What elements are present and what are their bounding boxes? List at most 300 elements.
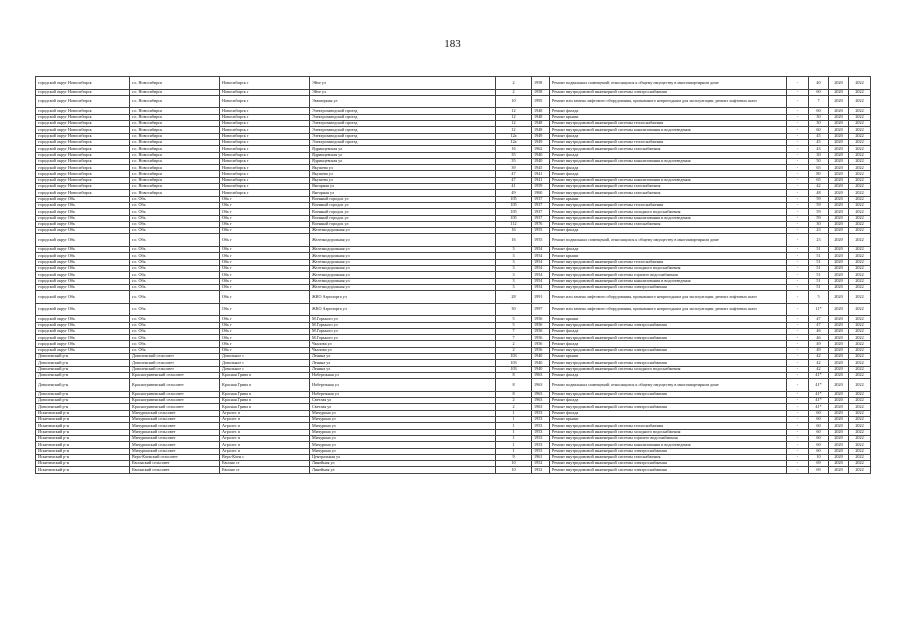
build-year-cell: 1952 [532, 467, 550, 473]
build-year-cell: 1958 [532, 89, 550, 95]
settlement-cell: Красногривенский сельсовет [130, 379, 220, 392]
end-year-cell: 2022 [849, 442, 871, 448]
volume-cell: 51 [809, 265, 829, 271]
volume-cell: 59 [809, 215, 829, 221]
volume-cell: 7 [809, 95, 829, 108]
volume-cell: 10 [809, 454, 829, 460]
start-year-cell: 2020 [829, 410, 849, 416]
end-year-cell: 2022 [849, 158, 871, 164]
dash-cell-cell: - [787, 127, 809, 133]
end-year-cell: 2022 [849, 114, 871, 120]
dash-cell-cell: - [787, 253, 809, 259]
municipal-district-cell: городской округ Обь [36, 341, 130, 347]
build-year-cell: 1991 [532, 291, 550, 304]
settlement-cell: г.о. Обь [130, 209, 220, 215]
start-year-cell: 2020 [829, 259, 849, 265]
work-type-cell: Ремонт внутридомовой инженерной системы электроснабжения [550, 448, 787, 454]
house-number-cell: 103 [496, 360, 532, 366]
volume-cell: 47 [809, 322, 829, 328]
build-year-cell: 1954 [532, 272, 550, 278]
municipal-district-cell: городской округ Обь [36, 209, 130, 215]
dash-cell-cell: - [787, 423, 809, 429]
dash-cell-cell: - [787, 215, 809, 221]
street-cell: Военный городок ул [310, 215, 496, 221]
build-year-cell: 1958 [532, 77, 550, 90]
locality-cell: Верх-Коен с [220, 454, 310, 460]
dash-cell-cell: - [787, 108, 809, 114]
build-year-cell: 1961 [532, 454, 550, 460]
municipal-district-cell: Доволенский р-н [36, 404, 130, 410]
locality-cell: Обь г [220, 259, 310, 265]
settlement-cell: г.о. Обь [130, 272, 220, 278]
end-year-cell: 2022 [849, 341, 871, 347]
house-number-cell: 47 [496, 177, 532, 183]
settlement-cell: г.о. Новосибирск [130, 190, 220, 196]
house-number-cell: 2 [496, 398, 532, 404]
municipal-district-cell: городской округ Обь [36, 228, 130, 234]
end-year-cell: 2022 [849, 316, 871, 322]
settlement-cell: Доволенский сельсовет [130, 366, 220, 372]
municipal-district-cell: городской округ Обь [36, 221, 130, 227]
house-number-cell: 12 [496, 108, 532, 114]
house-number-cell: 1 [496, 435, 532, 441]
end-year-cell: 2022 [849, 284, 871, 290]
street-cell: Железнодорожная ул [310, 253, 496, 259]
start-year-cell: 2020 [829, 247, 849, 253]
house-number-cell: 1 [496, 429, 532, 435]
street-cell: Железнодорожная ул [310, 265, 496, 271]
municipal-district-cell: Искитимский р-н [36, 435, 130, 441]
street-cell: Мичурина ул [310, 423, 496, 429]
volume-cell: 30 [809, 114, 829, 120]
volume-cell: 40 [809, 77, 829, 90]
street-cell: Электрозаводской проезд [310, 133, 496, 139]
start-year-cell: 2020 [829, 177, 849, 183]
locality-cell: Евсино ст [220, 467, 310, 473]
dash-cell-cell: - [787, 448, 809, 454]
work-type-cell: Ремонт крыши [550, 316, 787, 322]
dash-cell-cell: - [787, 114, 809, 120]
municipal-district-cell: городской округ Обь [36, 215, 130, 221]
volume-cell: 48 [809, 190, 829, 196]
dash-cell-cell: - [787, 202, 809, 208]
end-year-cell: 2022 [849, 95, 871, 108]
start-year-cell: 2020 [829, 461, 849, 467]
house-number-cell: 2 [496, 89, 532, 95]
locality-cell: Обь г [220, 265, 310, 271]
work-type-cell: Ремонт внутридомовой инженерной системы электроснабжения [550, 391, 787, 397]
municipal-district-cell: городской округ Обь [36, 272, 130, 278]
end-year-cell: 2022 [849, 139, 871, 145]
volume-cell: 59 [809, 196, 829, 202]
dash-cell-cell: - [787, 391, 809, 397]
work-type-cell: Ремонт фасада [550, 247, 787, 253]
dash-cell-cell: - [787, 341, 809, 347]
house-number-cell: 105 [496, 196, 532, 202]
volume-cell: 41* [809, 372, 829, 378]
work-type-cell: Ремонт внутридомовой инженерной системы горячего водоснабжения [550, 435, 787, 441]
repair-program-table [35, 76, 871, 474]
settlement-cell: Мичуринский сельсовет [130, 423, 220, 429]
work-type-cell: Ремонт внутридомовой инженерной системы электроснабжения [550, 360, 787, 366]
work-type-cell: Ремонт внутридомовой инженерной системы электроснабжения [550, 89, 787, 95]
street-cell: Светлая ул [310, 404, 496, 410]
end-year-cell: 2022 [849, 209, 871, 215]
locality-cell: Обь г [220, 278, 310, 284]
locality-cell: Обь г [220, 291, 310, 304]
end-year-cell: 2022 [849, 423, 871, 429]
locality-cell: Агролес п [220, 410, 310, 416]
table-row [36, 379, 871, 392]
work-type-cell: Ремонт внутридомовой инженерной системы газоснабжения [550, 221, 787, 227]
street-cell: Набережная ул [310, 391, 496, 397]
work-type-cell: Ремонт внутридомовой инженерной системы газоснабжения [550, 146, 787, 152]
start-year-cell: 2020 [829, 209, 849, 215]
dash-cell-cell: - [787, 196, 809, 202]
dash-cell-cell: - [787, 221, 809, 227]
dash-cell-cell: - [787, 234, 809, 247]
start-year-cell: 2020 [829, 429, 849, 435]
house-number-cell: 103 [496, 354, 532, 360]
locality-cell: Красная Грива п [220, 379, 310, 392]
start-year-cell: 2020 [829, 95, 849, 108]
start-year-cell: 2020 [829, 284, 849, 290]
end-year-cell: 2022 [849, 196, 871, 202]
street-cell: Якушева ул [310, 171, 496, 177]
municipal-district-cell: городской округ Обь [36, 316, 130, 322]
end-year-cell: 2022 [849, 152, 871, 158]
locality-cell: Новосибирск г [220, 114, 310, 120]
locality-cell: Новосибирск г [220, 108, 310, 114]
settlement-cell: г.о. Новосибирск [130, 184, 220, 190]
street-cell: Военный городок ул [310, 196, 496, 202]
locality-cell: Агролес п [220, 429, 310, 435]
build-year-cell: 1953 [532, 410, 550, 416]
municipal-district-cell: городской округ Обь [36, 335, 130, 341]
start-year-cell: 2020 [829, 379, 849, 392]
dash-cell-cell: - [787, 259, 809, 265]
volume-cell: 49 [809, 341, 829, 347]
municipal-district-cell: городской округ Новосибирск [36, 95, 130, 108]
build-year-cell: 1954 [532, 278, 550, 284]
municipal-district-cell: городской округ Новосибирск [36, 127, 130, 133]
volume-cell: 30 [809, 221, 829, 227]
volume-cell: 65 [809, 177, 829, 183]
work-type-cell: Ремонт внутридомовой инженерной системы газоснабжения [550, 454, 787, 460]
house-number-cell: 1 [496, 417, 532, 423]
build-year-cell: 1941 [532, 177, 550, 183]
dash-cell-cell: - [787, 190, 809, 196]
build-year-cell: 1956 [532, 328, 550, 334]
municipal-district-cell: городской округ Обь [36, 291, 130, 304]
house-number-cell: 10 [496, 95, 532, 108]
start-year-cell: 2020 [829, 448, 849, 454]
work-type-cell: Ремонт внутридомовой инженерной системы теплоснабжения [550, 139, 787, 145]
dash-cell-cell: - [787, 139, 809, 145]
house-number-cell: 16 [496, 228, 532, 234]
dash-cell-cell: - [787, 177, 809, 183]
settlement-cell: г.о. Новосибирск [130, 139, 220, 145]
dash-cell-cell: - [787, 184, 809, 190]
dash-cell-cell: - [787, 347, 809, 353]
start-year-cell: 2020 [829, 146, 849, 152]
dash-cell-cell: - [787, 284, 809, 290]
settlement-cell: г.о. Новосибирск [130, 114, 220, 120]
start-year-cell: 2020 [829, 221, 849, 227]
end-year-cell: 2022 [849, 417, 871, 423]
build-year-cell: 1941 [532, 171, 550, 177]
start-year-cell: 2020 [829, 467, 849, 473]
house-number-cell: 2 [496, 77, 532, 90]
end-year-cell: 2022 [849, 467, 871, 473]
street-cell: Железнодорожная ул [310, 228, 496, 234]
settlement-cell: г.о. Новосибирск [130, 171, 220, 177]
volume-cell: 51 [809, 253, 829, 259]
page-number: 183 [444, 38, 461, 50]
build-year-cell: 1948 [532, 108, 550, 114]
table-row [36, 95, 871, 108]
settlement-cell: г.о. Обь [130, 347, 220, 353]
end-year-cell: 2022 [849, 121, 871, 127]
settlement-cell: г.о. Обь [130, 228, 220, 234]
volume-cell: 60 [809, 108, 829, 114]
work-type-cell: Ремонт внутридомовой инженерной системы электроснабжения [550, 404, 787, 410]
settlement-cell: Красногривенский сельсовет [130, 398, 220, 404]
work-type-cell: Ремонт внутридомовой инженерной системы теплоснабжения [550, 423, 787, 429]
settlement-cell: г.о. Обь [130, 259, 220, 265]
locality-cell: Новосибирск г [220, 89, 310, 95]
settlement-cell: г.о. Обь [130, 265, 220, 271]
start-year-cell: 2020 [829, 272, 849, 278]
build-year-cell: 1976 [532, 221, 550, 227]
dash-cell-cell: - [787, 404, 809, 410]
dash-cell-cell: - [787, 272, 809, 278]
locality-cell: Обь г [220, 272, 310, 278]
street-cell: Линейная ул [310, 467, 496, 473]
municipal-district-cell: Искитимский р-н [36, 467, 130, 473]
work-type-cell: Ремонт внутридомовой инженерной системы газоснабжения [550, 190, 787, 196]
settlement-cell: г.о. Обь [130, 234, 220, 247]
work-type-cell: Ремонт внутридомовой инженерной системы холодного водоснабжения [550, 366, 787, 372]
work-type-cell: Ремонт внутридомовой инженерной системы теплоснабжения [550, 202, 787, 208]
build-year-cell: 1937 [532, 196, 550, 202]
house-number-cell: 1 [496, 410, 532, 416]
volume-cell: 51 [809, 284, 829, 290]
work-type-cell: Ремонт крыши [550, 253, 787, 259]
work-type-cell: Ремонт фасада [550, 410, 787, 416]
end-year-cell: 2022 [849, 108, 871, 114]
end-year-cell: 2022 [849, 247, 871, 253]
locality-cell: Обь г [220, 196, 310, 202]
end-year-cell: 2022 [849, 448, 871, 454]
municipal-district-cell: городской округ Новосибирск [36, 89, 130, 95]
dash-cell-cell: - [787, 398, 809, 404]
settlement-cell: г.о. Новосибирск [130, 121, 220, 127]
work-type-cell: Ремонт внутридомовой инженерной системы холодного водоснабжения [550, 265, 787, 271]
dash-cell-cell: - [787, 328, 809, 334]
dash-cell-cell: - [787, 278, 809, 284]
table-row [36, 291, 871, 304]
end-year-cell: 2022 [849, 146, 871, 152]
settlement-cell: Мичуринский сельсовет [130, 448, 220, 454]
build-year-cell: 1956 [532, 341, 550, 347]
work-type-cell: Ремонт внутридомовой инженерной системы газоснабжения [550, 184, 787, 190]
end-year-cell: 2022 [849, 165, 871, 171]
street-cell: Центральная ул [310, 454, 496, 460]
settlement-cell: г.о. Новосибирск [130, 133, 220, 139]
settlement-cell: г.о. Обь [130, 253, 220, 259]
street-cell: Железнодорожная ул [310, 278, 496, 284]
end-year-cell: 2022 [849, 303, 871, 316]
house-number-cell: 5 [496, 322, 532, 328]
street-cell: Железнодорожная ул [310, 259, 496, 265]
municipal-district-cell: городской округ Новосибирск [36, 114, 130, 120]
dash-cell-cell: - [787, 454, 809, 460]
end-year-cell: 2022 [849, 278, 871, 284]
municipal-district-cell: городской округ Обь [36, 259, 130, 265]
settlement-cell: г.о. Обь [130, 335, 220, 341]
settlement-cell: г.о. Обь [130, 196, 220, 202]
build-year-cell: 1940 [532, 366, 550, 372]
end-year-cell: 2022 [849, 202, 871, 208]
street-cell: Мичурина ул [310, 417, 496, 423]
volume-cell: 80 [809, 171, 829, 177]
locality-cell: Обь г [220, 209, 310, 215]
end-year-cell: 2022 [849, 372, 871, 378]
end-year-cell: 2022 [849, 398, 871, 404]
table-row [36, 234, 871, 247]
start-year-cell: 2020 [829, 454, 849, 460]
work-type-cell: Ремонт крыши [550, 417, 787, 423]
work-type-cell: Ремонт фасада [550, 165, 787, 171]
dash-cell-cell: - [787, 417, 809, 423]
start-year-cell: 2020 [829, 328, 849, 334]
work-type-cell: Ремонт внутридомовой инженерной системы электроснабжения [550, 347, 787, 353]
locality-cell: Новосибирск г [220, 165, 310, 171]
build-year-cell: 1954 [532, 259, 550, 265]
street-cell: Электрозаводской проезд [310, 139, 496, 145]
locality-cell: Довольное с [220, 366, 310, 372]
work-type-cell: Ремонт фасада [550, 228, 787, 234]
house-number-cell: 9 [496, 454, 532, 460]
settlement-cell: Доволенский сельсовет [130, 354, 220, 360]
municipal-district-cell: Искитимский р-н [36, 454, 130, 460]
work-type-cell: Ремонт подвальных помещений, относящихся к общему имуществу в многоквартирном доме [550, 77, 787, 90]
start-year-cell: 2020 [829, 398, 849, 404]
build-year-cell: 1963 [532, 398, 550, 404]
house-number-cell: 35 [496, 158, 532, 164]
end-year-cell: 2022 [849, 454, 871, 460]
work-type-cell: Ремонт крыши [550, 196, 787, 202]
volume-cell: 60 [809, 448, 829, 454]
house-number-cell: 47 [496, 171, 532, 177]
locality-cell: Обь г [220, 284, 310, 290]
street-cell: ЖКО Аэропорта ул [310, 291, 496, 304]
locality-cell: Евсино ст [220, 461, 310, 467]
locality-cell: Новосибирск г [220, 139, 310, 145]
settlement-cell: г.о. Новосибирск [130, 152, 220, 158]
work-type-cell: Ремонт подвальных помещений, относящихся к общему имуществу в многоквартирном доме [550, 379, 787, 392]
street-cell: Электрозаводской проезд [310, 121, 496, 127]
start-year-cell: 2020 [829, 360, 849, 366]
street-cell: Светлая ул [310, 398, 496, 404]
end-year-cell: 2022 [849, 259, 871, 265]
dash-cell-cell: - [787, 360, 809, 366]
volume-cell: 60 [809, 127, 829, 133]
start-year-cell: 2020 [829, 278, 849, 284]
settlement-cell: г.о. Новосибирск [130, 95, 220, 108]
build-year-cell: 1940 [532, 158, 550, 164]
locality-cell: Новосибирск г [220, 190, 310, 196]
volume-cell: 23 [809, 234, 829, 247]
work-type-cell: Ремонт внутридомовой инженерной системы холодного водоснабжения [550, 429, 787, 435]
settlement-cell: г.о. Новосибирск [130, 177, 220, 183]
start-year-cell: 2020 [829, 322, 849, 328]
build-year-cell: 1948 [532, 121, 550, 127]
end-year-cell: 2022 [849, 404, 871, 410]
volume-cell: 41* [809, 379, 829, 392]
house-number-cell: 103 [496, 366, 532, 372]
house-number-cell: 1 [496, 448, 532, 454]
settlement-cell: г.о. Обь [130, 215, 220, 221]
municipal-district-cell: городской округ Обь [36, 253, 130, 259]
end-year-cell: 2022 [849, 215, 871, 221]
house-number-cell: 12 [496, 114, 532, 120]
volume-cell: 23 [809, 228, 829, 234]
locality-cell: Новосибирск г [220, 95, 310, 108]
street-cell: Железнодорожная ул [310, 234, 496, 247]
municipal-district-cell: городской округ Обь [36, 347, 130, 353]
street-cell: Янтарная ул [310, 184, 496, 190]
end-year-cell: 2022 [849, 291, 871, 304]
end-year-cell: 2022 [849, 335, 871, 341]
locality-cell: Новосибирск г [220, 152, 310, 158]
house-number-cell: 41 [496, 184, 532, 190]
build-year-cell: 1955 [532, 234, 550, 247]
house-number-cell: 12а [496, 133, 532, 139]
settlement-cell: г.о. Новосибирск [130, 89, 220, 95]
build-year-cell: 1948 [532, 127, 550, 133]
end-year-cell: 2022 [849, 265, 871, 271]
house-number-cell: 5 [496, 316, 532, 322]
locality-cell: Обь г [220, 303, 310, 316]
table-row [36, 77, 871, 90]
dash-cell-cell: - [787, 133, 809, 139]
house-number-cell: 2 [496, 341, 532, 347]
end-year-cell: 2022 [849, 366, 871, 372]
volume-cell: 43 [809, 146, 829, 152]
start-year-cell: 2020 [829, 335, 849, 341]
municipal-district-cell: городской округ Новосибирск [36, 158, 130, 164]
settlement-cell: г.о. Новосибирск [130, 158, 220, 164]
build-year-cell: 1953 [532, 417, 550, 423]
house-number-cell: 12 [496, 127, 532, 133]
start-year-cell: 2020 [829, 215, 849, 221]
street-cell: Чкалова ул [310, 347, 496, 353]
end-year-cell: 2022 [849, 461, 871, 467]
street-cell: Военный городок ул [310, 221, 496, 227]
locality-cell: Обь г [220, 316, 310, 322]
build-year-cell: 1997 [532, 303, 550, 316]
house-number-cell: 2 [496, 404, 532, 410]
volume-cell: 30 [809, 152, 829, 158]
street-cell: Электрозаводской проезд [310, 114, 496, 120]
build-year-cell: 1952 [532, 461, 550, 467]
volume-cell: 5 [809, 291, 829, 304]
locality-cell: Обь г [220, 335, 310, 341]
build-year-cell: 1954 [532, 247, 550, 253]
municipal-district-cell: городской округ Обь [36, 328, 130, 334]
